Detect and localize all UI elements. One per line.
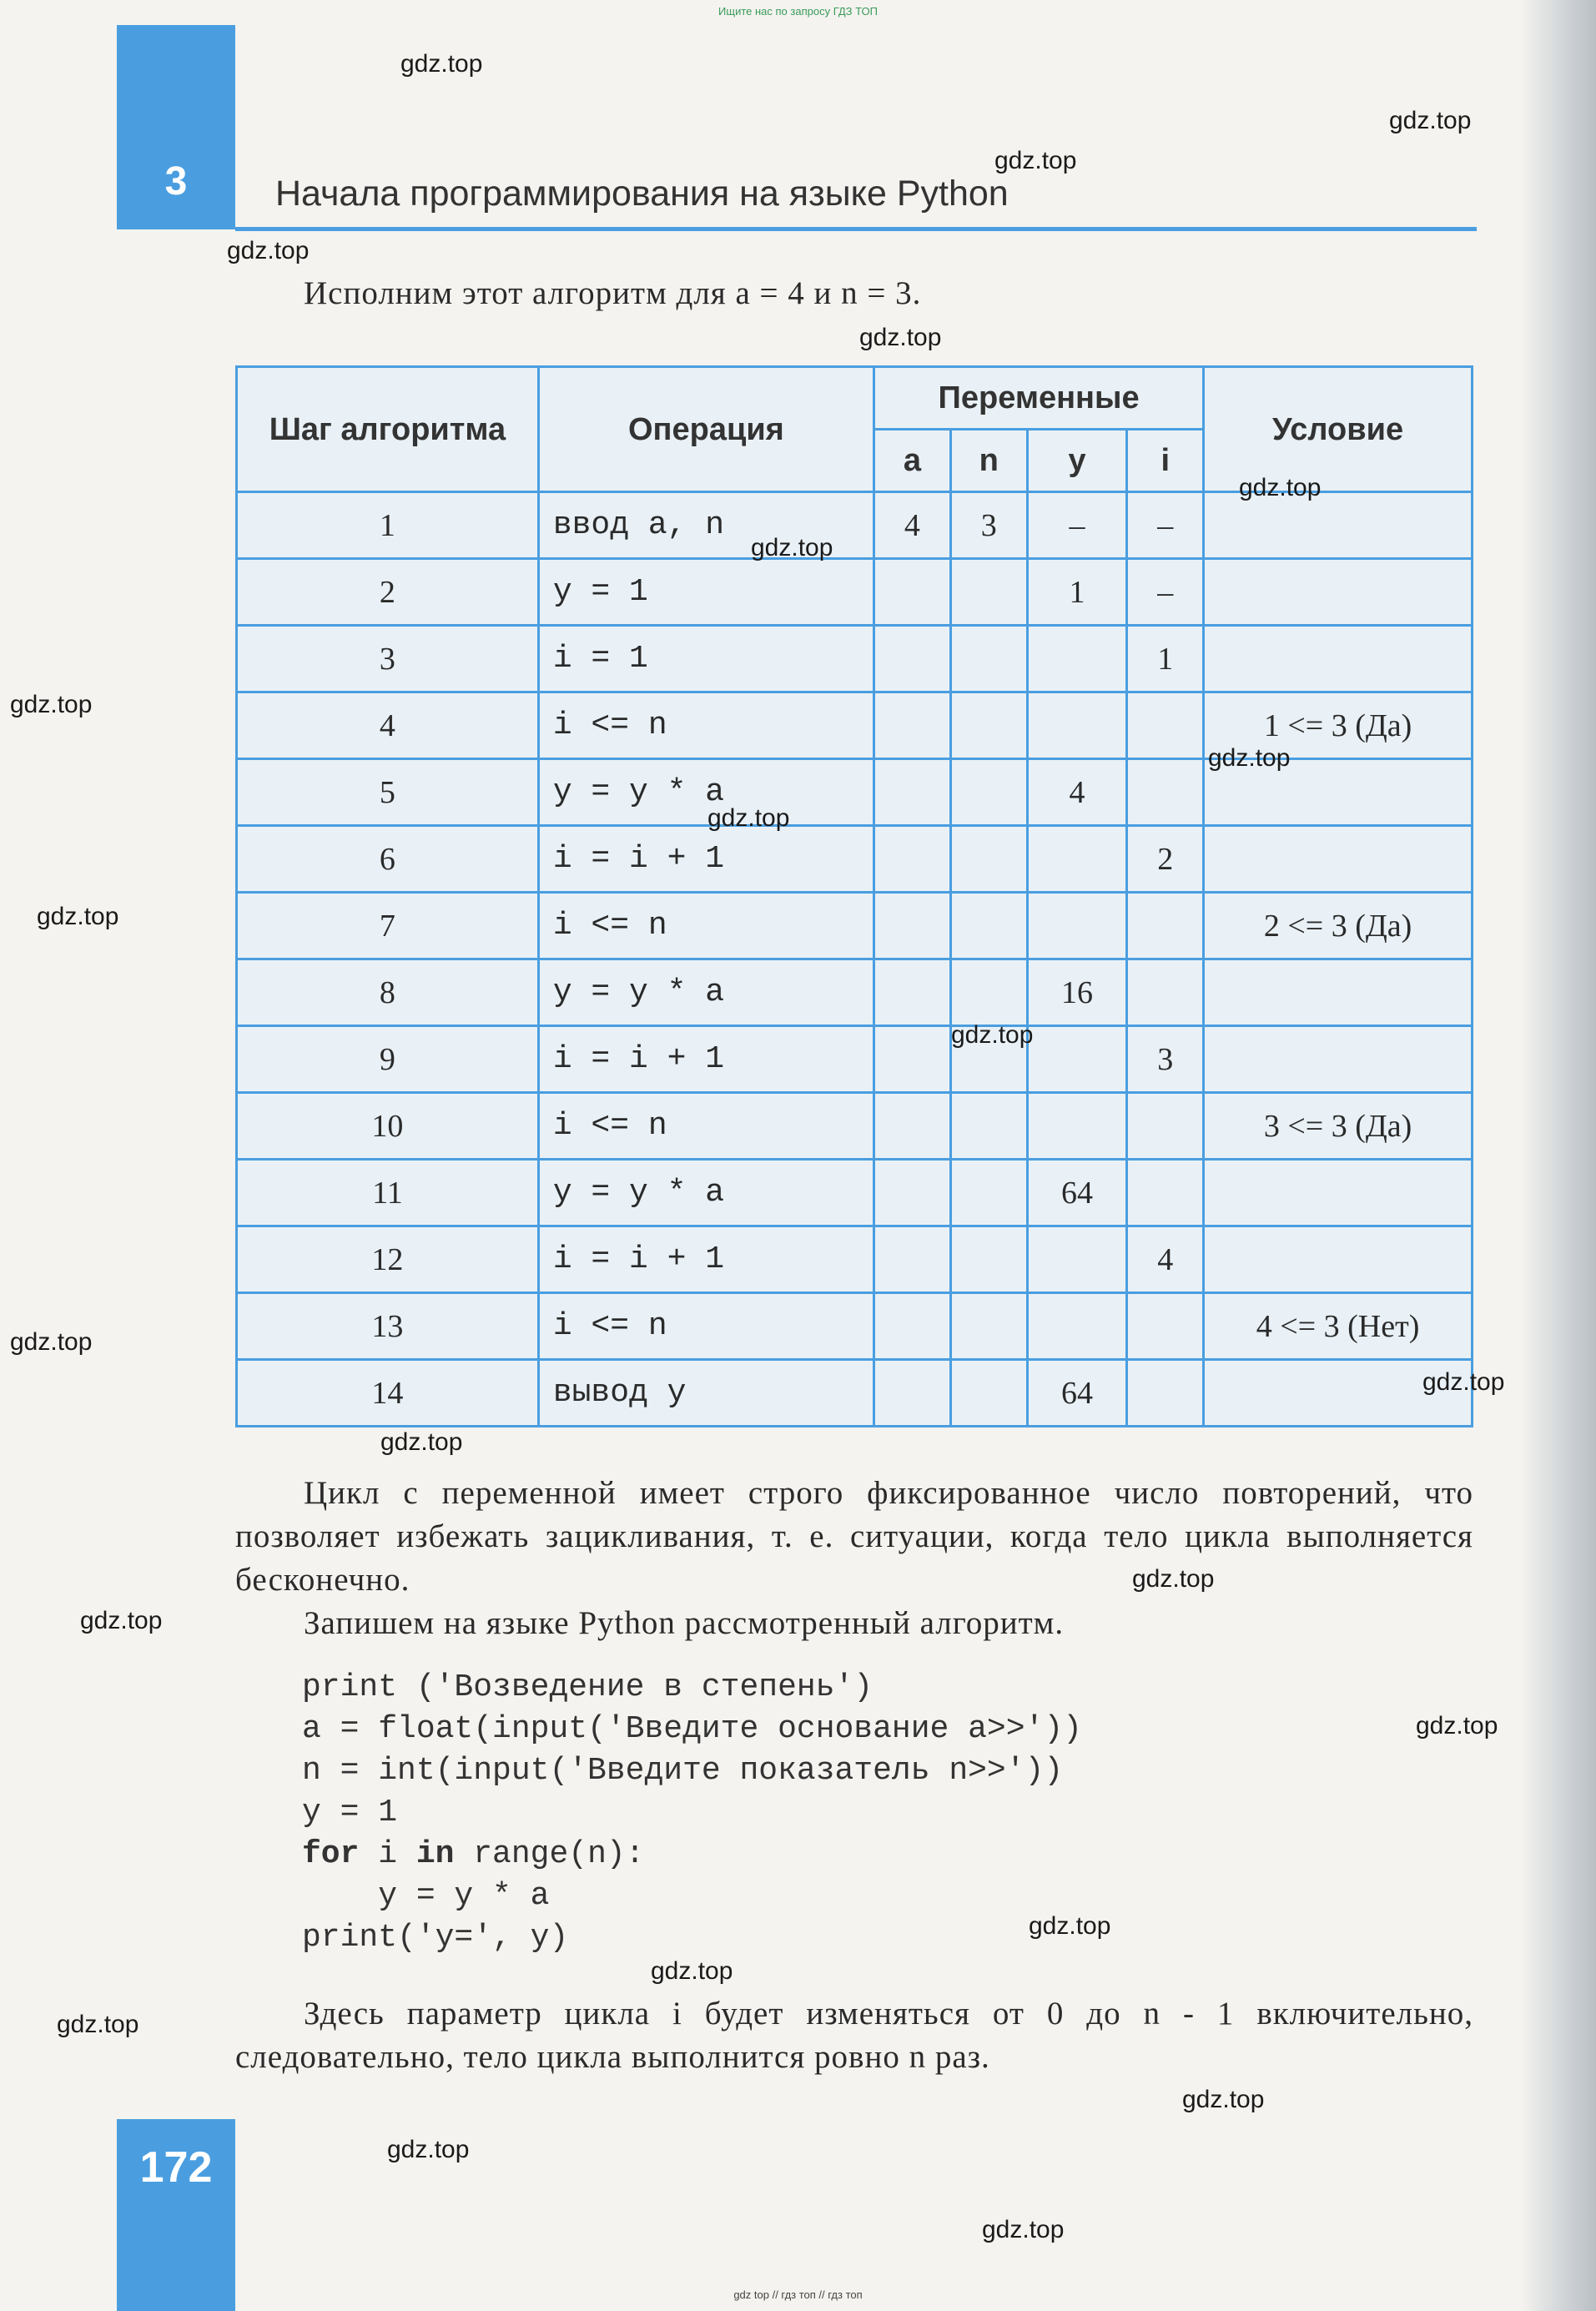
condition-cell: 1 <= 3 (Да) xyxy=(1204,692,1473,759)
code-line: y = 1 xyxy=(302,1795,398,1830)
condition-cell xyxy=(1204,1026,1473,1093)
y-cell: 4 xyxy=(1027,759,1127,826)
watermark: gdz.top xyxy=(994,147,1077,174)
y-cell: – xyxy=(1027,492,1127,559)
i-cell xyxy=(1127,759,1204,826)
a-cell xyxy=(874,1093,951,1160)
y-cell xyxy=(1027,626,1127,692)
n-cell xyxy=(950,626,1027,692)
step-cell: 13 xyxy=(237,1293,539,1360)
watermark: gdz.top xyxy=(1029,1912,1111,1940)
watermark: gdz.top xyxy=(380,1428,463,1456)
keyword-for: for xyxy=(302,1836,360,1872)
n-cell xyxy=(950,1293,1027,1360)
step-cell: 8 xyxy=(237,959,539,1026)
y-cell: 1 xyxy=(1027,559,1127,626)
i-cell: 2 xyxy=(1127,826,1204,893)
y-cell xyxy=(1027,1293,1127,1360)
table-row xyxy=(237,559,1473,626)
page-number: 172 xyxy=(139,2143,213,2192)
condition-cell xyxy=(1204,626,1473,692)
step-cell: 6 xyxy=(237,826,539,893)
y-cell xyxy=(1027,1026,1127,1093)
page-edge-shadow xyxy=(1521,0,1596,2311)
y-cell xyxy=(1027,1226,1127,1293)
y-cell xyxy=(1027,826,1127,893)
code-line: print('y=', y) xyxy=(302,1920,569,1956)
n-cell xyxy=(950,759,1027,826)
operation-cell: i = i + 1 xyxy=(538,1026,874,1093)
condition-cell: 3 <= 3 (Да) xyxy=(1204,1093,1473,1160)
operation-cell: вывод y xyxy=(538,1360,874,1427)
chapter-number: 3 xyxy=(164,159,188,204)
trace-table xyxy=(235,365,1473,1427)
table-row xyxy=(237,826,1473,893)
header-var-i: i xyxy=(1127,430,1204,492)
n-cell xyxy=(950,1160,1027,1226)
a-cell xyxy=(874,1293,951,1360)
y-cell: 64 xyxy=(1027,1160,1127,1226)
code-fragment: range(n): xyxy=(454,1836,645,1872)
watermark: gdz.top xyxy=(1389,107,1472,134)
step-cell: 11 xyxy=(237,1160,539,1226)
n-cell xyxy=(950,1360,1027,1427)
n-cell xyxy=(950,1226,1027,1293)
operation-cell: y = y * a xyxy=(538,959,874,1026)
a-cell xyxy=(874,1160,951,1226)
watermark: gdz.top xyxy=(37,903,119,930)
watermark: gdz.top xyxy=(1208,744,1291,772)
operation-cell: y = 1 xyxy=(538,559,874,626)
table-row xyxy=(237,1093,1473,1160)
n-cell xyxy=(950,893,1027,959)
operation-cell: i = 1 xyxy=(538,626,874,692)
watermark: gdz.top xyxy=(57,2011,139,2038)
code-block xyxy=(302,1667,1082,1959)
code-line: y = y * a xyxy=(302,1878,550,1914)
code-line-for xyxy=(302,1834,1082,1875)
i-cell: 3 xyxy=(1127,1026,1204,1093)
i-cell xyxy=(1127,959,1204,1026)
condition-cell: 4 <= 3 (Нет) xyxy=(1204,1293,1473,1360)
step-cell: 3 xyxy=(237,626,539,692)
bottom-note: gdz top // гдз топ // гдз топ xyxy=(733,2288,863,2301)
watermark: gdz.top xyxy=(1416,1712,1498,1740)
a-cell xyxy=(874,559,951,626)
watermark: gdz.top xyxy=(859,324,942,351)
step-cell: 1 xyxy=(237,492,539,559)
y-cell xyxy=(1027,1093,1127,1160)
watermark: gdz.top xyxy=(10,691,93,718)
condition-cell: 2 <= 3 (Да) xyxy=(1204,893,1473,959)
step-cell: 9 xyxy=(237,1026,539,1093)
code-fragment: i xyxy=(359,1836,416,1872)
header-step: Шаг алгоритма xyxy=(237,367,539,492)
header-var-a: a xyxy=(874,430,951,492)
i-cell xyxy=(1127,692,1204,759)
operation-cell: i <= n xyxy=(538,692,874,759)
i-cell xyxy=(1127,1360,1204,1427)
watermark: gdz.top xyxy=(10,1328,93,1356)
a-cell: 4 xyxy=(874,492,951,559)
watermark: gdz.top xyxy=(751,534,833,561)
table-row xyxy=(237,893,1473,959)
step-cell: 4 xyxy=(237,692,539,759)
table-row xyxy=(237,1160,1473,1226)
a-cell xyxy=(874,759,951,826)
y-cell xyxy=(1027,893,1127,959)
a-cell xyxy=(874,1226,951,1293)
step-cell: 7 xyxy=(237,893,539,959)
i-cell xyxy=(1127,1093,1204,1160)
n-cell xyxy=(950,559,1027,626)
i-cell: 1 xyxy=(1127,626,1204,692)
i-cell xyxy=(1127,1160,1204,1226)
a-cell xyxy=(874,959,951,1026)
condition-cell xyxy=(1204,1160,1473,1226)
operation-cell: i <= n xyxy=(538,893,874,959)
watermark: gdz.top xyxy=(227,237,310,264)
watermark: gdz.top xyxy=(651,1957,733,1985)
watermark: gdz.top xyxy=(387,2136,470,2163)
a-cell xyxy=(874,692,951,759)
operation-cell: i <= n xyxy=(538,1093,874,1160)
watermark: gdz.top xyxy=(707,804,790,832)
watermark: gdz.top xyxy=(1132,1565,1215,1593)
i-cell xyxy=(1127,1293,1204,1360)
watermark: gdz.top xyxy=(80,1607,163,1634)
i-cell: – xyxy=(1127,559,1204,626)
operation-cell: ввод a, n xyxy=(538,492,874,559)
table-row xyxy=(237,1360,1473,1427)
n-cell xyxy=(950,826,1027,893)
table-row xyxy=(237,959,1473,1026)
operation-cell: i = i + 1 xyxy=(538,1226,874,1293)
header-var-n: n xyxy=(950,430,1027,492)
header-var-y: y xyxy=(1027,430,1127,492)
y-cell: 64 xyxy=(1027,1360,1127,1427)
paragraph-parameter: Здесь параметр цикла i будет изменяться от 0 до n - 1 включительно, следовательно, тело цикла выполнится ровно n раз. xyxy=(235,1996,1473,2075)
header-condition: Условие xyxy=(1204,367,1473,492)
condition-cell xyxy=(1204,826,1473,893)
a-cell xyxy=(874,893,951,959)
a-cell xyxy=(874,1360,951,1427)
step-cell: 2 xyxy=(237,559,539,626)
a-cell xyxy=(874,1026,951,1093)
operation-cell: i <= n xyxy=(538,1293,874,1360)
watermark: gdz.top xyxy=(1182,2086,1265,2113)
n-cell: 3 xyxy=(950,492,1027,559)
watermark: gdz.top xyxy=(951,1021,1034,1049)
operation-cell: i = i + 1 xyxy=(538,826,874,893)
intro-paragraph: Исполним этот алгоритм для a = 4 и n = 3. xyxy=(304,275,922,311)
top-note: Ищите нас по запросу ГДЗ ТОП xyxy=(718,5,878,18)
header-operation: Операция xyxy=(538,367,874,492)
code-line: a = float(input('Введите основание a>>')) xyxy=(302,1711,1082,1747)
header-rule xyxy=(235,227,1477,231)
operation-cell: y = y * a xyxy=(538,1160,874,1226)
watermark: gdz.top xyxy=(1422,1368,1505,1396)
paragraph-write: Запишем на языке Python рассмотренный алгоритм. xyxy=(304,1605,1065,1641)
y-cell xyxy=(1027,692,1127,759)
watermark: gdz.top xyxy=(400,50,483,78)
step-cell: 10 xyxy=(237,1093,539,1160)
condition-cell xyxy=(1204,959,1473,1026)
header-variables: Переменные xyxy=(874,367,1204,430)
table-row xyxy=(237,1293,1473,1360)
n-cell xyxy=(950,692,1027,759)
table-row xyxy=(237,1026,1473,1093)
operation-cell: y = y * a xyxy=(538,759,874,826)
a-cell xyxy=(874,826,951,893)
step-cell: 14 xyxy=(237,1360,539,1427)
code-line: n = int(input('Введите показатель n>>')) xyxy=(302,1753,1064,1789)
i-cell: – xyxy=(1127,492,1204,559)
i-cell: 4 xyxy=(1127,1226,1204,1293)
table-row xyxy=(237,1226,1473,1293)
condition-cell xyxy=(1204,559,1473,626)
watermark: gdz.top xyxy=(1239,474,1322,501)
step-cell: 5 xyxy=(237,759,539,826)
keyword-in: in xyxy=(415,1836,455,1872)
watermark: gdz.top xyxy=(982,2216,1065,2243)
step-cell: 12 xyxy=(237,1226,539,1293)
n-cell xyxy=(950,959,1027,1026)
code-line: print ('Возведение в степень') xyxy=(302,1669,874,1705)
n-cell xyxy=(950,1093,1027,1160)
paragraph-cycle: Цикл с переменной имеет строго фиксированное число повторений, что позволяет избежать зацикливания, т. е. ситуации, когда тело цикла выполняется бесконечно. xyxy=(235,1475,1473,1598)
i-cell xyxy=(1127,893,1204,959)
a-cell xyxy=(874,626,951,692)
y-cell: 16 xyxy=(1027,959,1127,1026)
chapter-title: Начала программирования на языке Python xyxy=(275,174,1009,214)
table-row xyxy=(237,626,1473,692)
condition-cell xyxy=(1204,1226,1473,1293)
